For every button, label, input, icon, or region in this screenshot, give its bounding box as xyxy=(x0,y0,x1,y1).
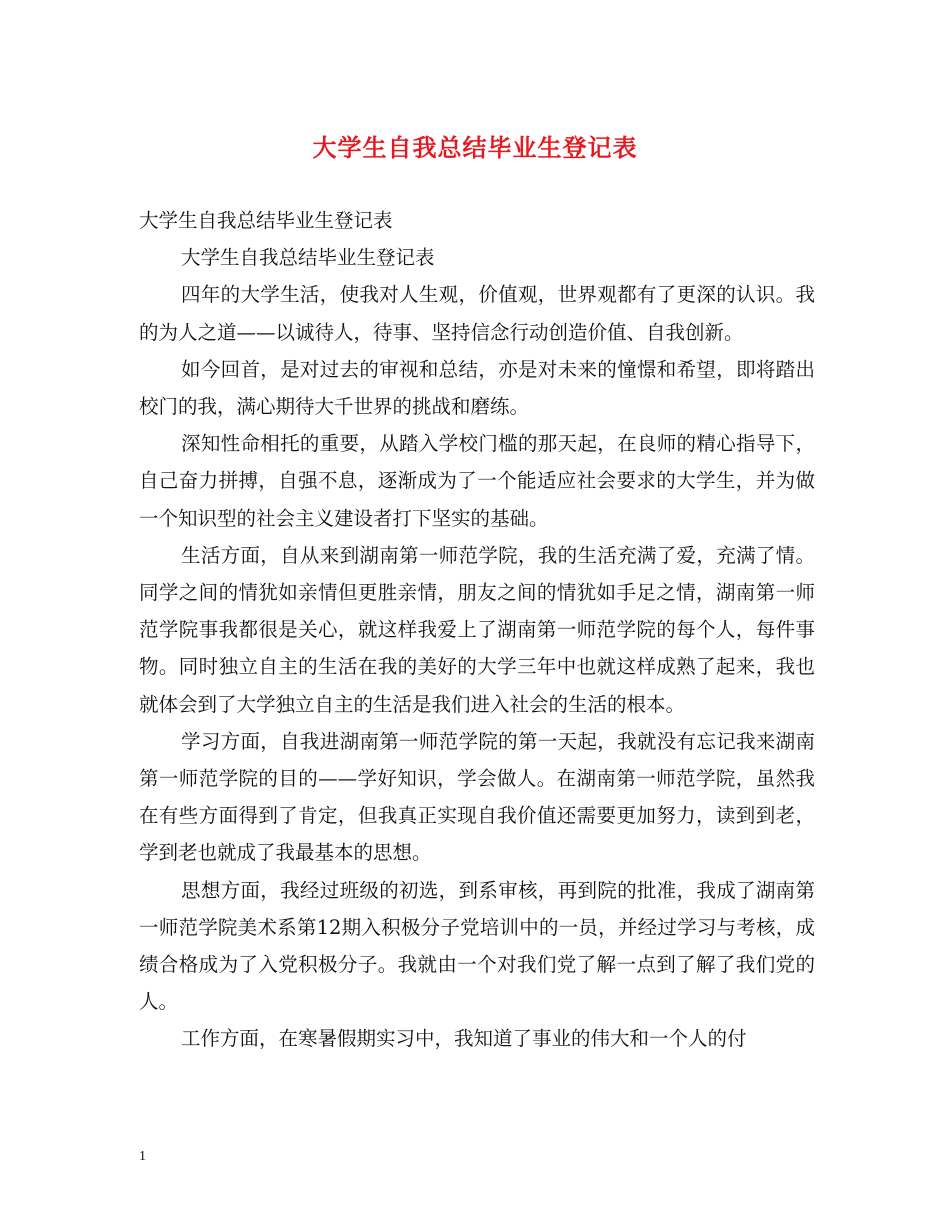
page-number: 1 xyxy=(139,1149,146,1164)
document-title: 大学生自我总结毕业生登记表 xyxy=(312,133,638,162)
paragraph-heading: 大学生自我总结毕业生登记表 xyxy=(139,209,393,232)
paragraph: 生活方面，自从来到湖南第一师范学院，我的生活充满了爱，充满了情。同学之间的情犹如亲情但更胜亲情，朋友之间的情犹如手足之情，湖南第一师范学院事我都很是关心，就这样我爱上了湖南第一师范学院的每个人，每件事物。同时独立自主的生活在我的美好的大学三年中也就这样成熟了起来，我也就体会到了大学独立自主的生活是我们进入社会的生活的根本。 xyxy=(139,543,815,716)
document-body xyxy=(139,202,815,1058)
paragraph: 深知性命相托的重要，从踏入学校门槛的那天起，在良师的精心指导下，自己奋力拼搏，自强不息，逐渐成为了一个能适应社会要求的大学生，并为做一个知识型的社会主义建设者打下坚实的基础。 xyxy=(139,432,815,530)
paragraph: 工作方面，在寒暑假期实习中，我知道了事业的伟大和一个人的付 xyxy=(181,1027,747,1051)
paragraph: 如今回首，是对过去的审视和总结，亦是对未来的憧憬和希望，即将踏出校门的我，满心期待大千世界的挑战和磨练。 xyxy=(139,357,815,419)
paragraph-subheading: 大学生自我总结毕业生登记表 xyxy=(181,246,435,270)
paragraph: 学习方面，自我进湖南第一师范学院的第一天起，我就没有忘记我来湖南第一师范学院的目的——学好知识，学会做人。在湖南第一师范学院，虽然我在有些方面得到了肯定，但我真正实现自我价值还需要更加努力，读到到老，学到老也就成了我最基本的思想。 xyxy=(139,729,815,865)
paragraph: 思想方面，我经过班级的初选，到系审核，再到院的批准，我成了湖南第一师范学院美术系第12期入积极分子党培训中的一员，并经过学习与考核，成绩合格成为了入党积极分子。我就由一个对我们党了解一点到了解了我们党的人。 xyxy=(139,878,815,1014)
paragraph: 四年的大学生活，使我对人生观，价值观，世界观都有了更深的认识。我的为人之道——以诚待人，待事、坚持信念行动创造价值、自我创新。 xyxy=(139,283,815,344)
